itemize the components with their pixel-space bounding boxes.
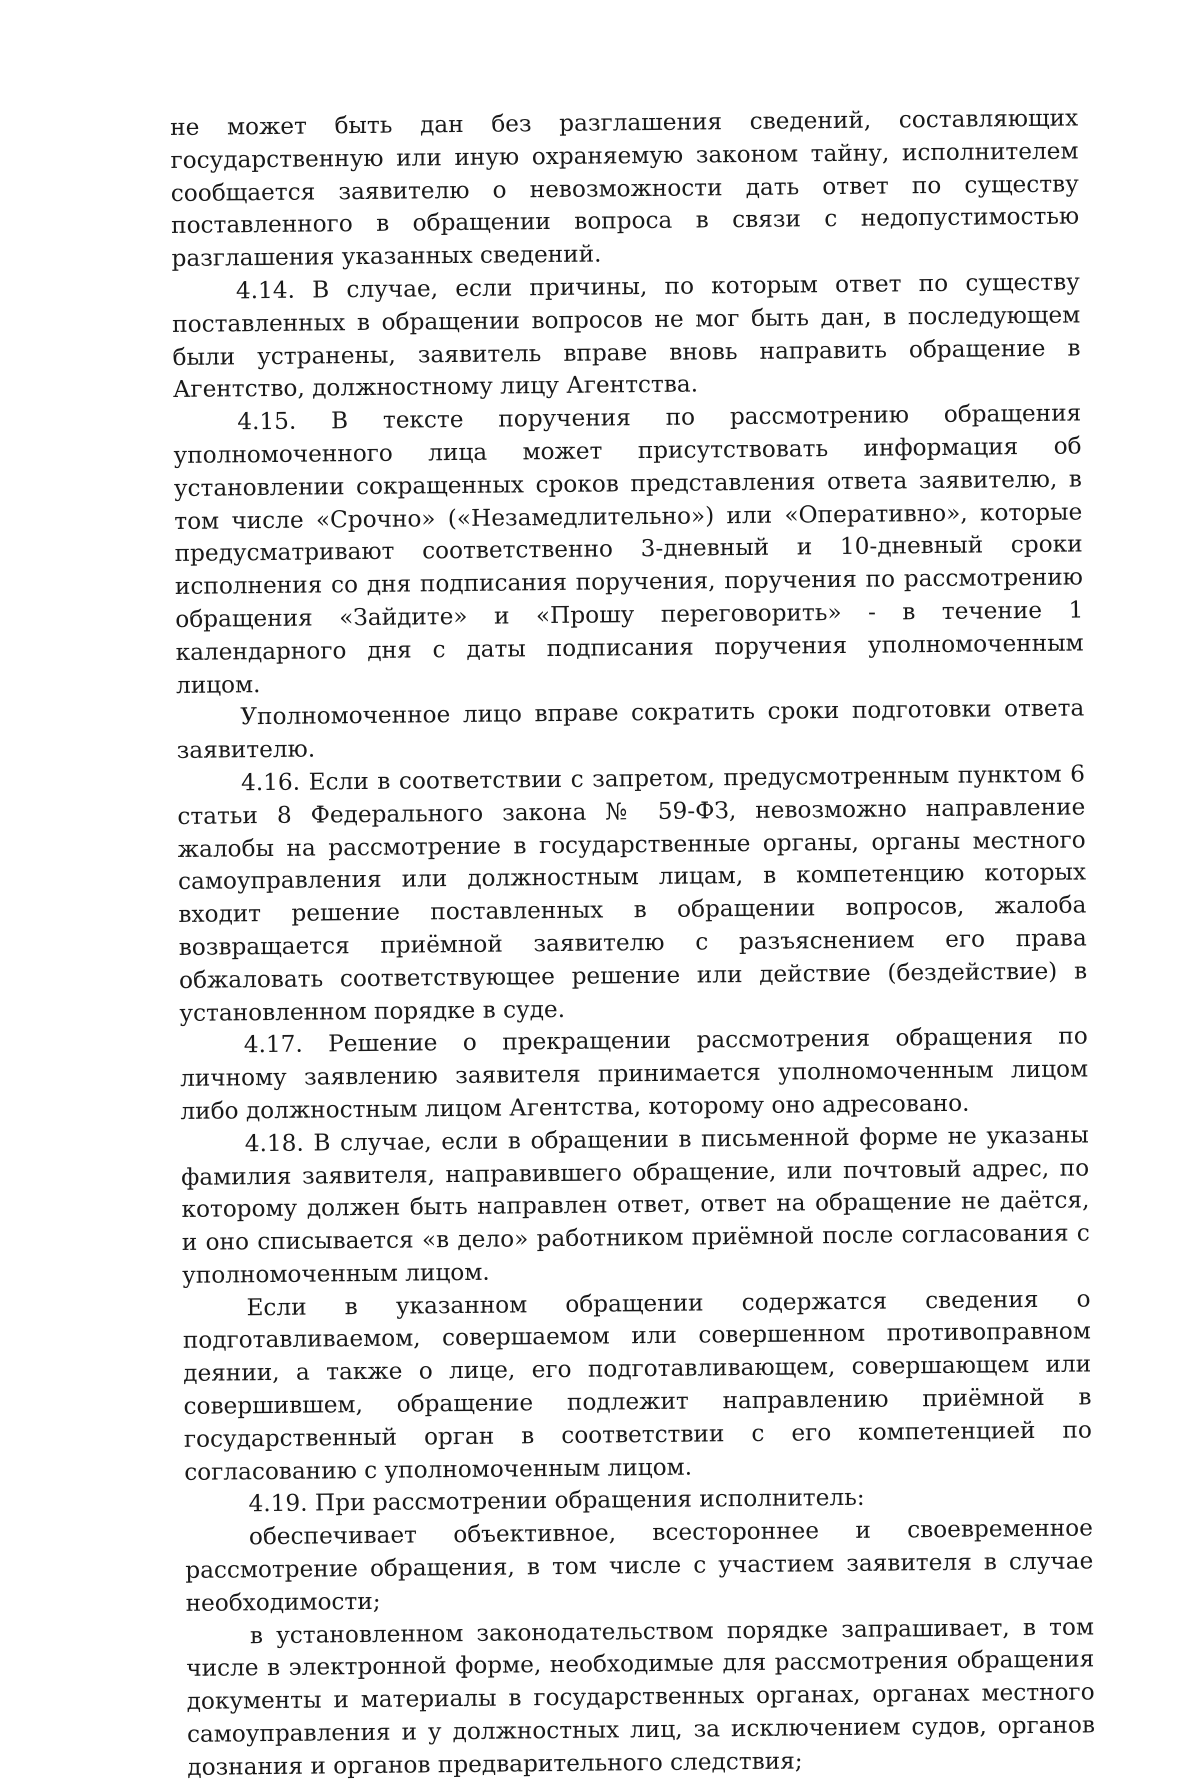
paragraph-4-18-note: Если в указанном обращении содержатся сведения о подготавливаемом, совершаемом или совершенном противоправном деянии, а также о лице, его подготавливающем, совершающем или совершившем, обращение подлежит направлению приёмной в государственный орган в соответствии с его компетенцией по согласованию с уполномоченным лицом. <box>182 1285 1092 1486</box>
paragraph-4-15-note: Уполномоченное лицо вправе сократить сроки подготовки ответа заявителю. <box>176 694 1085 765</box>
paragraph-4-17: 4.17. Решение о прекращении рассмотрения обращения по личному заявлению заявителя принимается уполномоченным лицом либо должностным лицом Агентства, которому оно адресовано. <box>179 1022 1089 1125</box>
paragraph-4-18: 4.18. В случае, если в обращении в письменной форме не указаны фамилия заявителя, направившего обращение, или почтовый адрес, по которому должен быть направлен ответ, ответ на обращение не даётся, и оно списывается «в дело» работником приёмной после согласования с уполномоченным лицом. <box>181 1121 1090 1289</box>
paragraph-4-19-item-2: в установленном законодательством порядке запрашивает, в том числе в электронной форме, необходимые для рассмотрения обращения документы и материалы в государственных органах, органах местного самоуправления и у должностных лиц, за исключением судов, органов дознания и органов предварительного следствия; <box>186 1613 1096 1781</box>
paragraph-4-14: 4.14. В случае, если причины, по которым ответ по существу поставленных в обращении вопросов не мог быть дан, в последующем были устранены, заявитель вправе вновь направить обращение в Агентство, должностному лицу Агентства. <box>172 268 1081 404</box>
paragraph-continuation: не может быть дан без разглашения сведений, составляющих государственную или иную охраняемую законом тайну, исполнителем сообщается заявителю о невозможности дать ответ по существу поставленного в обращении вопроса в связи с недопустимостью разглашения указанных сведений. <box>170 104 1080 273</box>
paragraph-4-19: 4.19. При рассмотрении обращения исполнитель: <box>248 1484 865 1518</box>
document-body <box>170 102 1095 1784</box>
paragraph-4-15: 4.15. В тексте поручения по рассмотрению обращения уполномоченного лица может присутствовать информация об установлении сокращенных сроков представления ответа заявителю, в том числе «Срочно» («Незамедлительно») или «Оперативно», которые предусматривают соответственно 3-дневный и 10-дневный сроки исполнения со дня подписания поручения, поручения по рассмотрению обращения «Зайдите» и «Прошу переговорить» - в течение 1 календарного дня с даты подписания поручения уполномоченным лицом. <box>173 399 1084 699</box>
paragraph-4-19-item-1: обеспечивает объективное, всестороннее и своевременное рассмотрение обращения, в том числе с участием заявителя в случае необходимости; <box>185 1514 1094 1617</box>
paragraph-4-16: 4.16. Если в соответствии с запретом, предусмотренным пунктом 6 статьи 8 Федерального закона № 59-ФЗ, невозможно направление жалобы на рассмотрение в государственные органы, органы местного самоуправления или должностным лицам, в компетенцию которых входит решение поставленных в обращении вопросов, жалоба возвращается приёмной заявителю с разъяснением его права обжаловать соответствующее решение или действие (бездействие) в установленном порядке в суде. <box>177 760 1088 1027</box>
